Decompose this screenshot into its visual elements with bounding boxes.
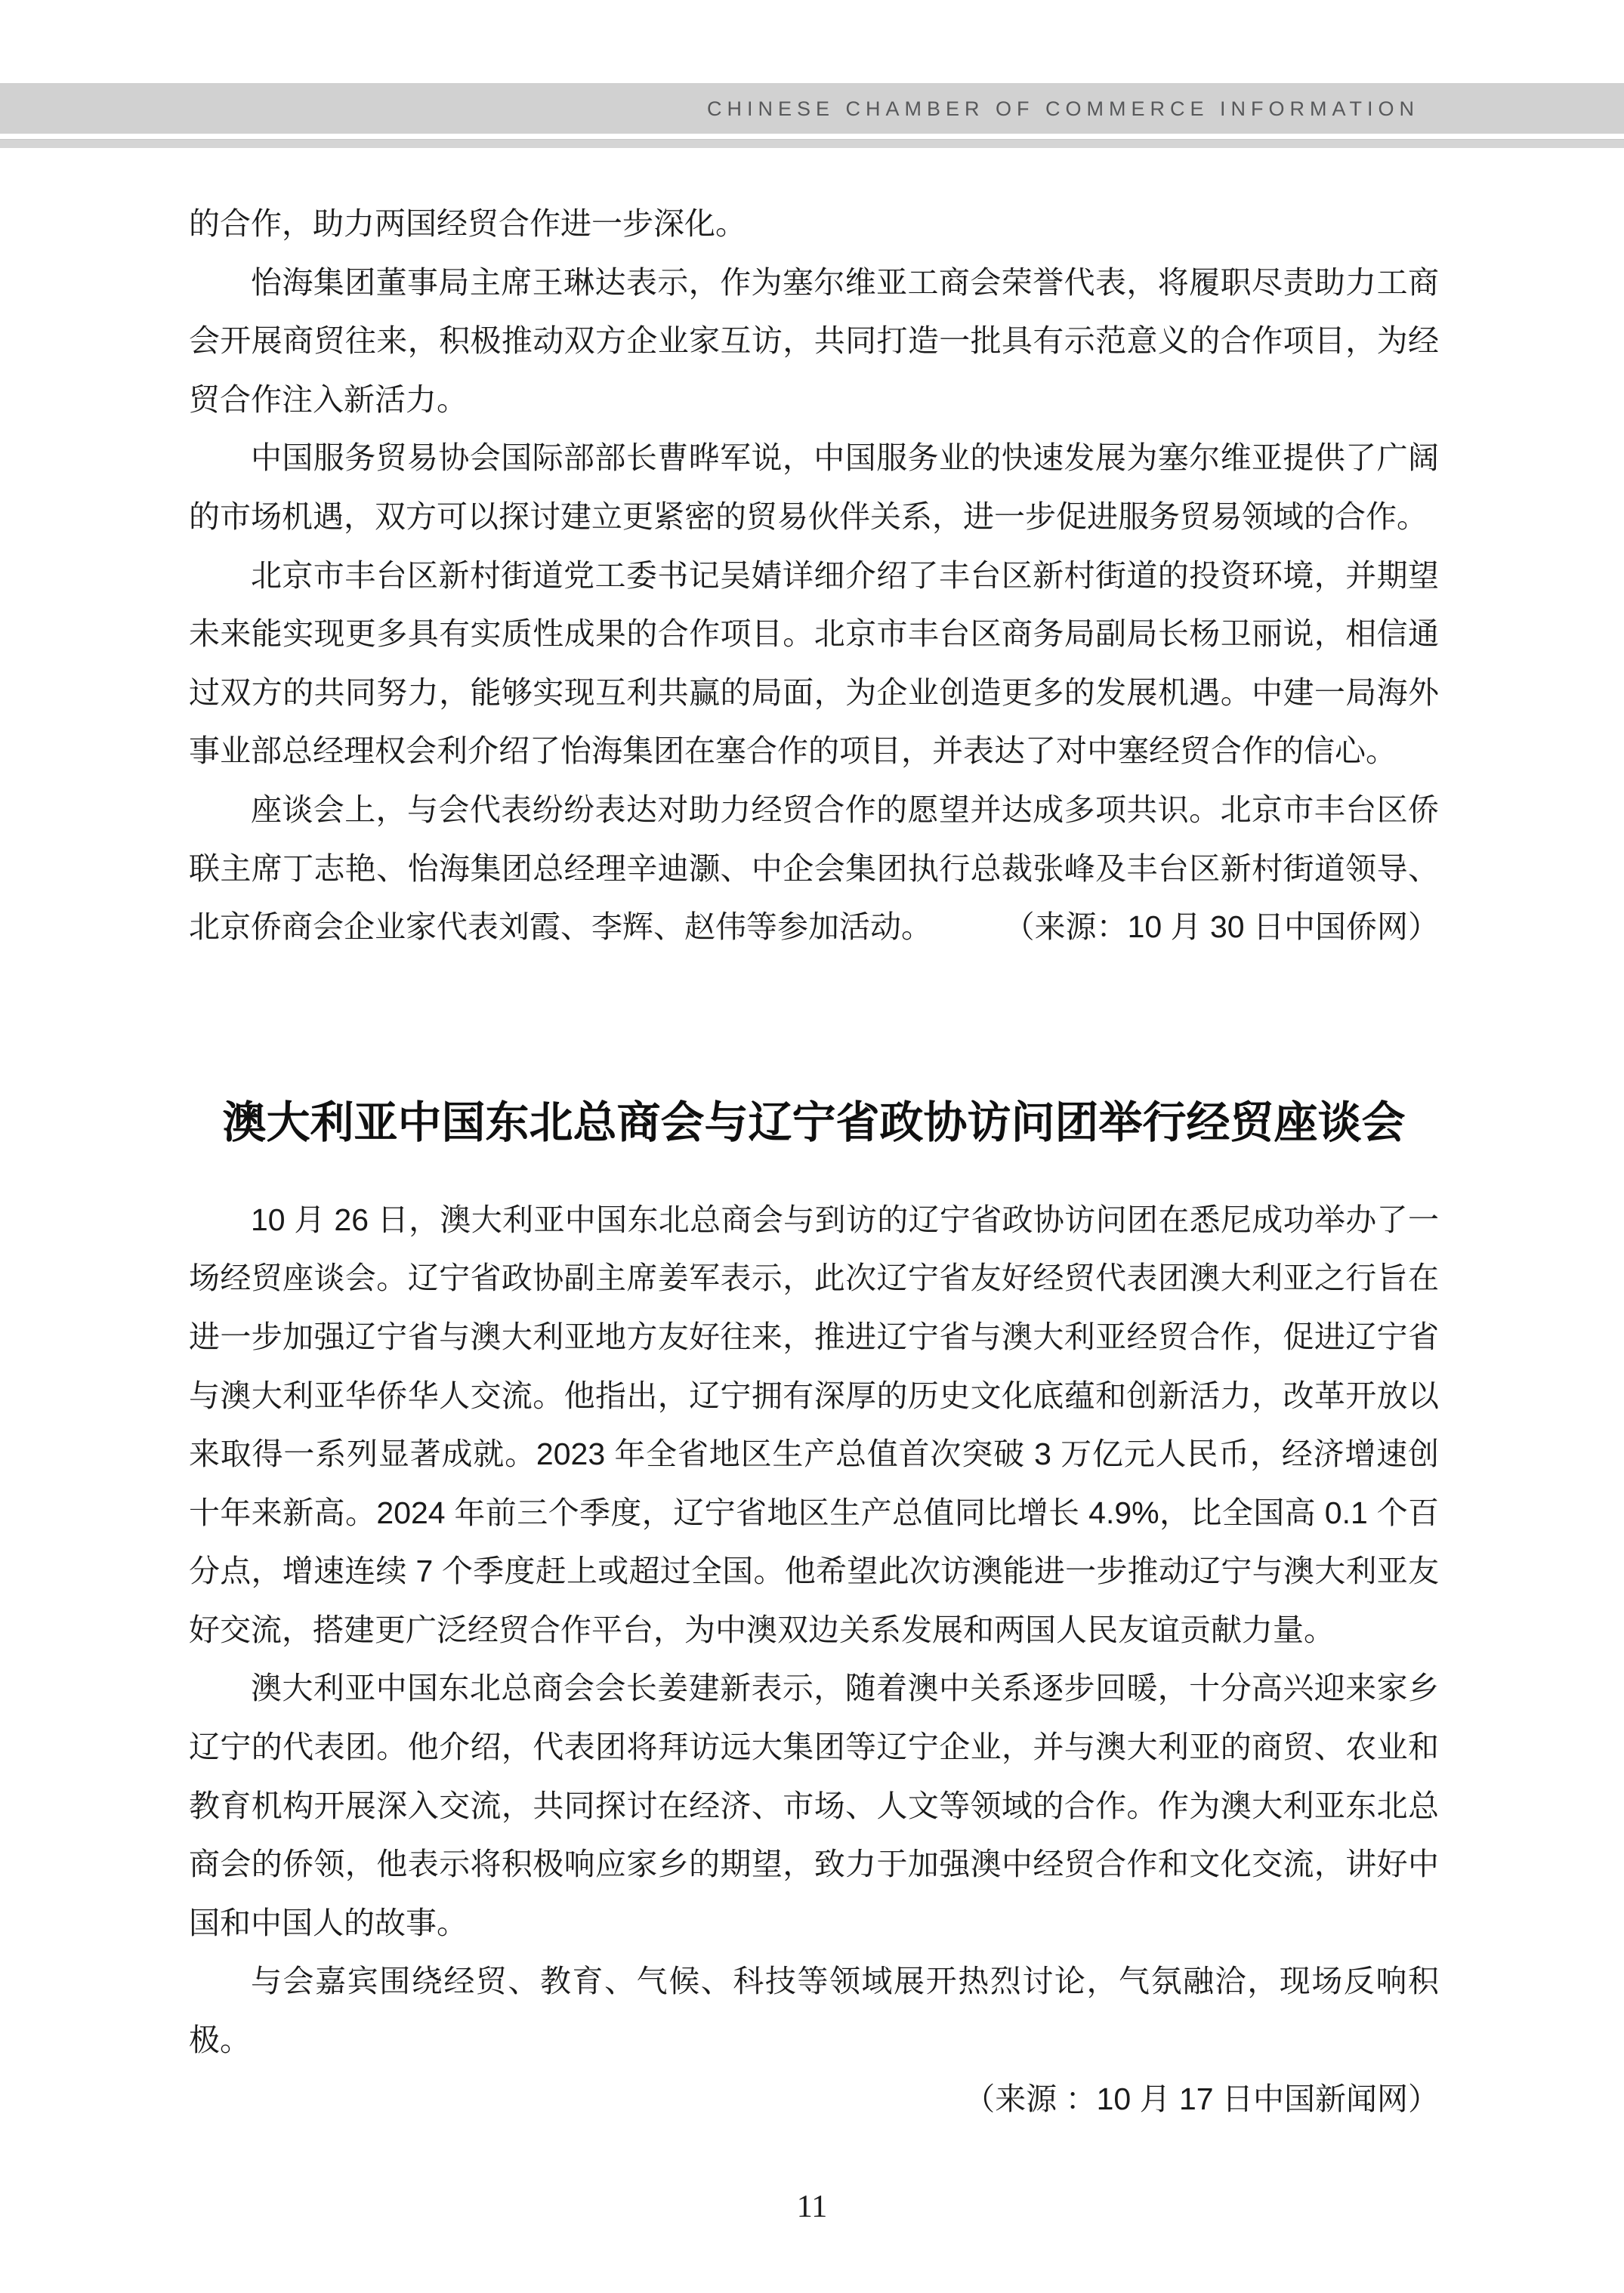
article-body bbox=[189, 195, 1439, 2128]
paragraph: 10 月 26 日，澳大利亚中国东北总商会与到访的辽宁省政协访问团在悉尼成功举办了一场经贸座谈会。辽宁省政协副主席姜军表示，此次辽宁省友好经贸代表团澳大利亚之行旨在进一步加强辽宁省与澳大利亚地方友好往来，推进辽宁省与澳大利亚经贸合作，促进辽宁省与澳大利亚华侨华人交流。他指出，辽宁拥有深厚的历史文化底蕴和创新活力，改革开放以来取得一系列显著成就。2023 年全省地区生产总值首次突破 3 万亿元人民币，经济增速创十年来新高。2024 年前三个季度，辽宁省地区生产总值同比增长 4.9%，比全国高 0.1 个百分点，增速连续 7 个季度赶上或超过全国。他希望此次访澳能进一步推动辽宁与澳大利亚友好交流，搭建更广泛经贸合作平台，为中澳双边关系发展和两国人民友谊贡献力量。 bbox=[189, 1202, 1439, 1647]
page-number: 11 bbox=[796, 2190, 828, 2224]
source-attribution: （来源 ：10 月 17 日中国新闻网） bbox=[964, 2081, 1439, 2116]
paragraph-text: 座谈会上，与会代表纷纷表达对助力经贸合作的愿望并达成多项共识。北京市丰台区侨联主席丁志艳、怡海集团总经理辛迪灏、中企会集团执行总裁张峰及丰台区新村街道领导、北京侨商会企业家代表刘霞、李辉、赵伟等参加活动。 bbox=[189, 792, 1439, 945]
paragraph: 澳大利亚中国东北总商会会长姜建新表示，随着澳中关系逐步回暖，十分高兴迎来家乡辽宁的代表团。他介绍，代表团将拜访远大集团等辽宁企业，并与澳大利亚的商贸、农业和教育机构开展深入交流，共同探讨在经济、市场、人文等领域的合作。作为澳大利亚东北总商会的侨领，他表示将积极响应家乡的期望，致力于加强澳中经贸合作和文化交流，讲好中国和中国人的故事。 bbox=[189, 1671, 1439, 1940]
paragraph: 与会嘉宾围绕经贸、教育、气候、科技等领域展开热烈讨论，气氛融洽，现场反响积极。 bbox=[189, 1964, 1439, 2058]
article-title: 澳大利亚中国东北总商会与辽宁省政协访问团举行经贸座谈会 bbox=[222, 1097, 1406, 1147]
paragraph bbox=[189, 781, 1439, 957]
paragraph: 怡海集团董事局主席王琳达表示，作为塞尔维亚工商会荣誉代表，将履职尽责助力工商会开展商贸往来，积极推动双方企业家互访，共同打造一批具有示范意义的合作项目，为经贸合作注入新活力。 bbox=[189, 264, 1439, 417]
paragraph: 北京市丰台区新村街道党工委书记吴婧详细介绍了丰台区新村街道的投资环境，并期望未来能实现更多具有实质性成果的合作项目。北京市丰台区商务局副局长杨卫丽说，相信通过双方的共同努力，能够实现互利共赢的局面，为企业创造更多的发展机遇。中建一局海外事业部总经理权会利介绍了怡海集团在塞合作的项目，并表达了对中塞经贸合作的信心。 bbox=[189, 557, 1439, 769]
header-banner-text: CHINESE CHAMBER OF COMMERCE INFORMATION bbox=[706, 97, 1419, 120]
paragraph: 中国服务贸易协会国际部部长曹晔军说，中国服务业的快速发展为塞尔维亚提供了广阔的市场机遇，双方可以探讨建立更紧密的贸易伙伴关系，进一步促进服务贸易领域的合作。 bbox=[189, 440, 1439, 534]
header-band bbox=[0, 83, 1624, 134]
source-attribution: （来源：10 月 30 日中国侨网） bbox=[1003, 909, 1439, 945]
header-rule bbox=[0, 139, 1624, 148]
paragraph: 的合作，助力两国经贸合作进一步深化。 bbox=[189, 206, 746, 241]
